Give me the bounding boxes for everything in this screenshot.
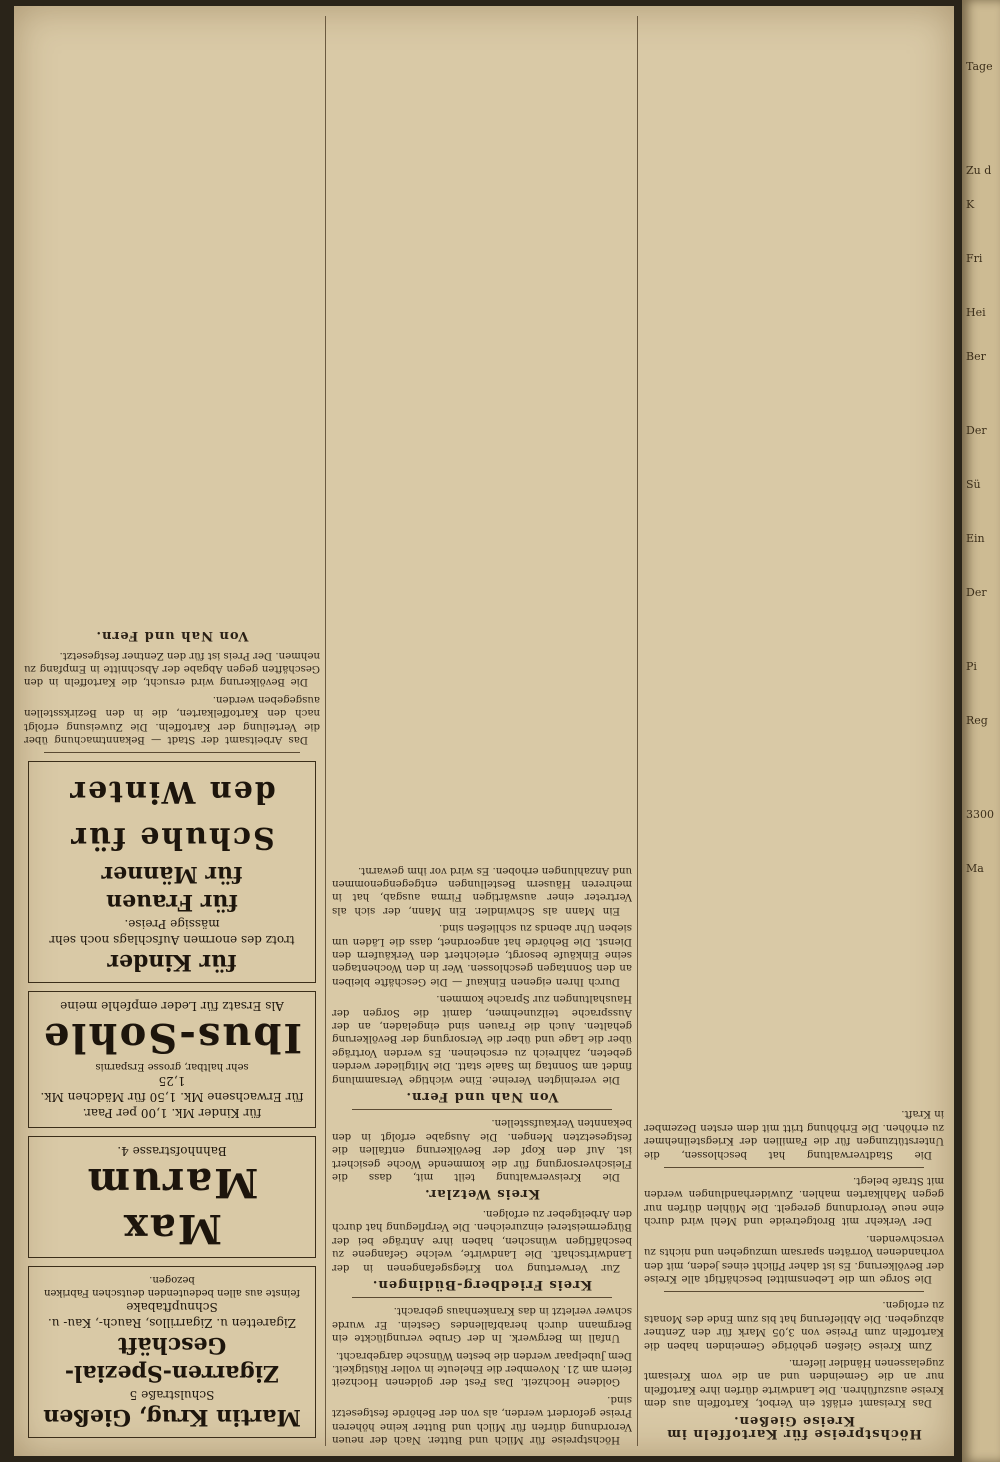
article-paragraph: Das Arbeitsamt der Stadt — Bekanntmachung über die Verteilung der Kartoffeln. Die Zuweisung erfolgt nach den Kartoffelkarten, die in den Bezirksstellen ausgegeben werden. bbox=[24, 693, 320, 745]
ad-cigar-shop bbox=[28, 1266, 316, 1438]
article-paragraph: Zum Kreise Gießen gehörige Gemeinden haben die Kartoffeln zum Preise von 3,05 Mark für den Zentner abzugeben. Die Ablieferung hat bis zum Ende des Monats zu erfolgen. bbox=[644, 1299, 944, 1351]
column-heading: Kreis Wetzlar. bbox=[424, 1186, 540, 1202]
column-heading: Höchstpreise für Kartoffeln im Kreise Gießen. bbox=[666, 1412, 922, 1441]
article-paragraph: Die Kreisverwaltung teilt mit, dass die Fleischversorgung für die kommende Woche gesichert ist. Auf den Kopf der Bevölkerung entfallen die festgesetzten Mengen. Die Ausgabe erfolgt in den bekannten Verkaufsstellen. bbox=[332, 1117, 632, 1183]
ad-line: Als Ersatz für Leder empfehle meine bbox=[60, 999, 284, 1013]
column-middle-text bbox=[332, 16, 632, 1446]
ad-title: Martin Krug, Gießen bbox=[43, 1404, 301, 1430]
edge-line: Der bbox=[966, 424, 987, 437]
ad-line: Zigarren-Spezial-Geschäft bbox=[64, 1332, 280, 1386]
ad-ibus-sohle bbox=[28, 991, 316, 1128]
ad-line: trotz des enormen Aufschlags noch sehr mässige Preise. bbox=[49, 917, 295, 947]
edge-line: Der bbox=[966, 586, 987, 599]
article-paragraph: Unfall im Bergwerk. In der Grube verunglückte ein Bergmann durch herabfallendes Gestein. Er wurde schwer verletzt in das Krankenhaus gebracht. bbox=[332, 1305, 632, 1344]
article-paragraph: Ein Mann als Schwindler. Ein Mann, der sich als Vertreter einer auswärtigen Firma ausgab, hat in mehreren Häusern Bestellungen entgegengenommen und Anzahlungen erhoben. Es wird vor ihm gewarnt. bbox=[332, 864, 632, 916]
article-paragraph: Die Sorge um die Lebensmittel beschäftigt alle Kreise der Bevölkerung. Es ist daher Pflicht eines jeden, mit den vorhandenen Vorräten sparsam umzugehen und nichts zu verschwenden. bbox=[644, 1232, 944, 1284]
ads-column bbox=[24, 16, 320, 1446]
divider bbox=[352, 1109, 612, 1110]
article-paragraph: Die vereinigten Vereine. Eine wichtige Versammlung findet am Sonntag im Saale statt. Die Mitglieder werden gebeten, zahlreich zu erscheinen. Es werden Vorträge über die Lage und über die Versorgung der Bevölkerung gehalten. Auch die Frauen sind eingeladen, an der Aussprache teilzunehmen, damit die Sorgen der Haushaltungen zur Sprache kommen. bbox=[332, 993, 632, 1085]
ad-title: Schuhe für den Winter bbox=[68, 774, 276, 855]
article-paragraph: Der Verkehr mit Brotgetreide und Mehl wird durch eine neue Verordnung geregelt. Die Mühlen dürfen nur gegen Mahlkarten mahlen. Zuwiderhandlungen werden mit Strafe belegt. bbox=[644, 1175, 944, 1227]
ad-line: für Frauen bbox=[106, 889, 238, 915]
article-paragraph: Goldene Hochzeit. Das Fest der goldenen Hochzeit feiern am 21. November die Eheleute in voller Rüstigkeit. Dem Jubelpaar werden die besten Wünsche dargebracht. bbox=[332, 1349, 632, 1388]
edge-line: Ein bbox=[966, 532, 985, 545]
ad-title: Max Marum bbox=[85, 1159, 259, 1252]
article-paragraph: Höchstpreise für Milch und Butter. Nach der neuen Verordnung dürfen für Milch und Butter keine höheren Preise gefordert werden, als von der Behörde festgesetzt sind. bbox=[332, 1393, 632, 1445]
edge-line: Zu d bbox=[966, 164, 992, 177]
article-paragraph: Die Bevölkerung wird ersucht, die Kartoffeln in den Geschäften gegen Abgabe der Abschnitte in Empfang zu nehmen. Der Preis ist für den Zentner festgesetzt. bbox=[24, 649, 320, 688]
edge-text bbox=[962, 60, 1000, 876]
edge-line: Hei bbox=[966, 306, 986, 319]
ad-max-marum bbox=[28, 1136, 316, 1258]
column-rule bbox=[325, 16, 326, 1446]
ad-line: für Männer bbox=[101, 861, 243, 887]
newspaper-sheet bbox=[14, 6, 954, 1456]
edge-line: Ma bbox=[966, 862, 984, 875]
ad-subtitle: Bahnhofstrasse 4. bbox=[117, 1144, 227, 1158]
column-heading: Von Nah und Fern. bbox=[95, 628, 249, 644]
article-paragraph: Die Stadtverwaltung hat beschlossen, die Unterstützungen für die Familien der Kriegsteilnehmer zu erhöhen. Die Erhöhung tritt mit dem ersten Dezember in Kraft. bbox=[644, 1108, 944, 1160]
column-right-text bbox=[644, 16, 944, 1446]
ad-line: für Kinder Mk. 1,00 per Paar. bbox=[82, 1106, 262, 1120]
divider bbox=[44, 752, 300, 753]
ad-subtitle: Schulstraße 5 bbox=[129, 1388, 215, 1402]
ad-title: Ibus-Sohle bbox=[41, 1014, 303, 1061]
edge-line: Tage bbox=[966, 60, 993, 73]
ad-line: für Kinder bbox=[107, 949, 237, 975]
article-paragraph: Durch Ihren eigenen Einkauf — Die Geschäfte bleiben an den Sonntagen geschlossen. Wer in den Wochentagen seine Einkäufe besorgt, erleichtert den Verkäufern den Dienst. Die Behörde hat angeordnet, dass die Läden um sieben Uhr abends zu schließen sind. bbox=[332, 922, 632, 987]
column-heading: Von Nah und Fern. bbox=[405, 1089, 559, 1105]
column-rule bbox=[637, 16, 638, 1446]
article-paragraph: Das Kreisamt erläßt ein Verbot, Kartoffeln aus dem Kreise auszuführen. Die Landwirte dürfen ihre Kartoffeln nur an die Gemeinden und an die vom Kreisamt zugelassenen Händler liefern. bbox=[644, 1356, 944, 1409]
edge-line: K bbox=[966, 198, 975, 211]
edge-line: Ber bbox=[966, 350, 986, 363]
divider bbox=[664, 1167, 924, 1168]
ad-line: sehr haltbar, grosse Ersparnis bbox=[95, 1061, 249, 1072]
edge-line: 3300 bbox=[966, 808, 994, 821]
edge-line: Reg bbox=[966, 714, 988, 727]
edge-line: Sü bbox=[966, 478, 981, 491]
ad-winter-shoes bbox=[28, 761, 316, 983]
ad-line: Zigaretten u. Zigarrillos, Rauch-, Kau- u. Schnupftabake bbox=[47, 1300, 297, 1330]
edge-line: Pi bbox=[966, 660, 977, 673]
divider bbox=[352, 1297, 612, 1298]
ad-line: feinste aus allen bedeutenden deutschen Fabriken bezogen. bbox=[44, 1274, 301, 1298]
column-heading: Kreis Friedberg-Büdingen. bbox=[371, 1276, 593, 1292]
ad-line: für Erwachsene Mk. 1,50 für Mädchen Mk. 1,25 bbox=[40, 1074, 304, 1104]
adjacent-page-edge bbox=[962, 0, 1000, 1462]
article-paragraph: Zur Verwertung von Kriegsgefangenen in der Landwirtschaft. Die Landwirte, welche Gefangene zu beschäftigen wünschen, haben ihre Anträge bei der Bürgermeisterei einzureichen. Die Verpflegung hat durch den Arbeitgeber zu erfolgen. bbox=[332, 1207, 632, 1273]
edge-line: Fri bbox=[966, 252, 983, 265]
divider bbox=[664, 1291, 924, 1292]
